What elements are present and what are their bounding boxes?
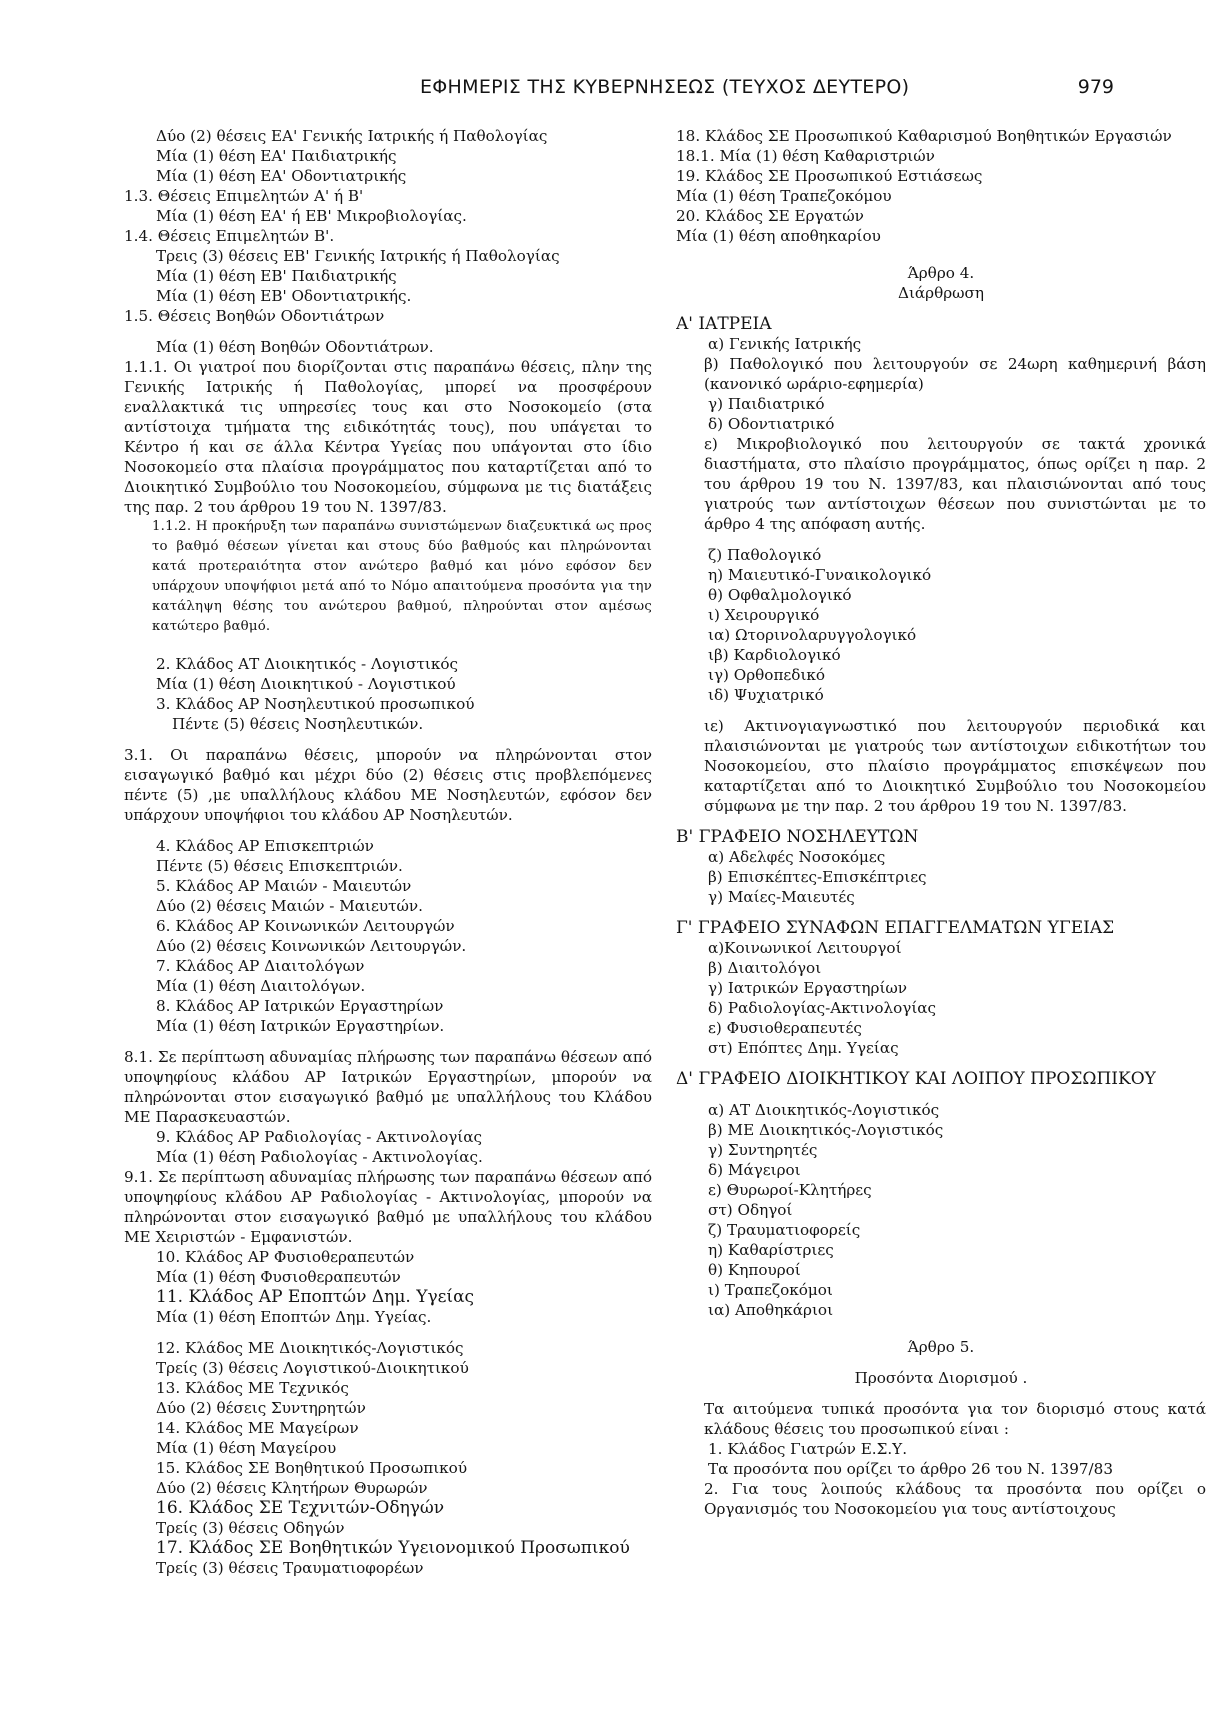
text-paragraph: α)Κοινωνικοί Λειτουργοί xyxy=(708,939,902,957)
text-paragraph: Μία (1) θέση Διοικητικού - Λογιστικού xyxy=(156,675,456,693)
text-paragraph: Μία (1) θέση Ραδιολογίας - Ακτινολογίας. xyxy=(156,1148,483,1166)
text-paragraph: γ) Ιατρικών Εργαστηρίων xyxy=(708,979,908,997)
text-paragraph: α) ΑΤ Διοικητικός-Λογιστικός xyxy=(708,1101,940,1119)
text-paragraph: θ) Οφθαλμολογικό xyxy=(708,586,852,604)
text-paragraph: Τρείς (3) θέσεις Οδηγών xyxy=(156,1519,345,1537)
text-paragraph: ια) Ωτορινολαρυγγολογικό xyxy=(708,626,917,644)
text-paragraph: 1.1.2. Η προκήρυξη των παραπάνω συνιστώμενων διαζευκτικά ως προς το βαθμό θέσεων γίνεται και στους δύο βαθμούς και πληρώνονται κατά προτεραιότητα στον ανώτερο βαθμό και μόνο εφόσον δεν υπάρχουν υποψήφιοι μετά από το Νόμο απαιτούμενα προσόντα για την κατάληψη θέσης του ανώτερου βαθμού, πληρούνται στον αμέσως κατώτερο βαθμό. xyxy=(152,519,652,634)
text-paragraph: η) Μαιευτικό-Γυναικολογικό xyxy=(708,566,932,584)
text-paragraph: β) Επισκέπτες-Επισκέπτριες xyxy=(708,868,927,886)
text-paragraph: 19. Κλάδος ΣΕ Προσωπικού Εστιάσεως xyxy=(676,167,983,185)
text-paragraph: ιδ) Ψυχιατρικό xyxy=(708,686,824,704)
text-paragraph: ι) Χειρουργικό xyxy=(708,606,820,624)
text-paragraph: 8. Κλάδος ΑΡ Ιατρικών Εργαστηρίων xyxy=(156,997,444,1015)
right-column xyxy=(676,126,1206,1519)
text-paragraph: ε) Θυρωροί-Κλητήρες xyxy=(708,1181,872,1199)
text-paragraph: 17. Κλάδος ΣΕ Βοηθητικών Υγειονομικού Προσωπικού xyxy=(156,1538,630,1558)
text-paragraph: ιε) Ακτινογιαγνωστικό που λειτουργούν περιοδικά και πλαισιώνονται με γιατρούς των αντίστοιχων ειδικοτήτων του Νοσοκομείου, στο πλαίσιο προγράμματος επισκέψεων που καταρτίζεται από το Διοικητικό Συμβούλιο του Νοσοκομείου σύμφωνα με την παρ. 2 του άρθρου 19 του Ν. 1397/83. xyxy=(704,717,1206,815)
text-paragraph: θ) Κηπουροί xyxy=(708,1261,801,1279)
text-paragraph: δ) Μάγειροι xyxy=(708,1161,801,1179)
text-paragraph: 11. Κλάδος ΑΡ Εποπτών Δημ. Υγείας xyxy=(156,1287,475,1307)
text-paragraph: Πέντε (5) θέσεις Νοσηλευτικών. xyxy=(172,715,424,733)
text-paragraph: 20. Κλάδος ΣΕ Εργατών xyxy=(676,207,864,225)
text-paragraph: 1.5. Θέσεις Βοηθών Οδοντιάτρων xyxy=(124,307,385,325)
text-paragraph: ια) Αποθηκάριοι xyxy=(708,1301,834,1319)
text-paragraph: 7. Κλάδος ΑΡ Διαιτολόγων xyxy=(156,957,365,975)
text-paragraph: Προσόντα Διορισμού . xyxy=(854,1369,1028,1387)
text-paragraph: Μία (1) θέση Βοηθών Οδοντιάτρων. xyxy=(156,338,434,356)
text-paragraph: γ) Παιδιατρικό xyxy=(708,395,825,413)
text-paragraph: 5. Κλάδος ΑΡ Μαιών - Μαιευτών xyxy=(156,877,412,895)
text-paragraph: ιβ) Καρδιολογικό xyxy=(708,646,841,664)
text-paragraph: 2. Για τους λοιπούς κλάδους τα προσόντα που ορίζει ο Οργανισμός του Νοσοκομείου για τους αντίστοιχους xyxy=(704,1480,1206,1518)
text-paragraph: Μία (1) θέση ΕΑ' Παιδιατρικής xyxy=(156,147,397,165)
page-header xyxy=(0,76,1217,106)
text-paragraph: Τρείς (3) θέσεις Λογιστικού-Διοικητικού xyxy=(156,1359,469,1377)
text-paragraph: Α' ΙΑΤΡΕΙΑ xyxy=(676,314,772,334)
text-paragraph: 2. Κλάδος ΑΤ Διοικητικός - Λογιστικός xyxy=(156,655,458,673)
text-paragraph: β) ΜΕ Διοικητικός-Λογιστικός xyxy=(708,1121,944,1139)
text-paragraph: 1. Κλάδος Γιατρών Ε.Σ.Υ. xyxy=(708,1440,908,1458)
text-paragraph: ε) Μικροβιολογικό που λειτουργούν σε τακτά χρονικά διαστήματα, στο πλαίσιο προγράμματος, όπως ορίζει η παρ. 2 του άρθρου 19 του Ν. 1397/83, και πλαισιώνονται από τους γιατρούς των αντίστοιχων θέσεων που συνιστώνται με το άρθρο 4 της απόφαση αυτής. xyxy=(704,435,1206,533)
text-paragraph: Μία (1) θέση Ιατρικών Εργαστηρίων. xyxy=(156,1017,445,1035)
text-paragraph: Γ' ΓΡΑΦΕΙΟ ΣΥΝΑΦΩΝ ΕΠΑΓΓΕΛΜΑΤΩΝ ΥΓΕΙΑΣ xyxy=(676,918,1115,938)
text-paragraph: ιγ) Ορθοπεδικό xyxy=(708,666,826,684)
text-paragraph: Δύο (2) θέσεις Κλητήρων Θυρωρών xyxy=(156,1479,428,1497)
gazette-title: ΕΦΗΜΕΡΙΣ ΤΗΣ ΚΥΒΕΡΝΗΣΕΩΣ (ΤΕΥΧΟΣ ΔΕΥΤΕΡΟ) xyxy=(420,76,910,98)
text-paragraph: 15. Κλάδος ΣΕ Βοηθητικού Προσωπικού xyxy=(156,1459,468,1477)
text-paragraph: Τα αιτούμενα τυπικά προσόντα για τον διορισμό στους κατά κλάδους θέσεις του προσωπικού είναι : xyxy=(704,1400,1206,1438)
text-paragraph: 16. Κλάδος ΣΕ Τεχνιτών-Οδηγών xyxy=(156,1498,445,1518)
text-paragraph: δ) Οδοντιατρικό xyxy=(708,415,835,433)
text-paragraph: 1.3. Θέσεις Επιμελητών Α' ή Β' xyxy=(124,187,364,205)
text-paragraph: στ) Επόπτες Δημ. Υγείας xyxy=(708,1039,899,1057)
text-paragraph: Μία (1) θέση Τραπεζοκόμου xyxy=(676,187,892,205)
text-paragraph: 3. Κλάδος ΑΡ Νοσηλευτικού προσωπικού xyxy=(156,695,475,713)
text-paragraph: Δύο (2) θέσεις Συντηρητών xyxy=(156,1399,366,1417)
text-paragraph: 1.1.1. Οι γιατροί που διορίζονται στις παραπάνω θέσεις, πλην της Γενικής Ιατρικής ή Παθολογίας, μπορεί να προσφέρουν εναλλακτικά τις υπηρεσίες τους και στο Νοσοκομείο (στα αντίστοιχα τμήματα της ειδικότητάς τους), που υπάγεται το Κέντρο ή και σε άλλα Κέντρα Υγείας που υπάγονται στο ίδιο Νοσοκομείο στα πλαίσια προγράμματος που καταρτίζεται από το Διοικητικό Συμβούλιο του Νοσοκομείου, σύμφωνα με τις διατάξεις της παρ. 2 του άρθρου 19 του Ν. 1397/83. xyxy=(124,358,652,516)
text-paragraph: Δύο (2) θέσεις Κοινωνικών Λειτουργών. xyxy=(156,937,467,955)
text-paragraph: 6. Κλάδος ΑΡ Κοινωνικών Λειτουργών xyxy=(156,917,455,935)
text-paragraph: Μία (1) θέση Εποπτών Δημ. Υγείας. xyxy=(156,1308,432,1326)
text-paragraph: 18. Κλάδος ΣΕ Προσωπικού Καθαρισμού Βοηθητικών Εργασιών xyxy=(676,127,1172,145)
text-paragraph: Μία (1) θέση Διαιτολόγων. xyxy=(156,977,366,995)
text-paragraph: 3.1. Οι παραπάνω θέσεις, μπορούν να πληρώνονται στον εισαγωγικό βαθμό και μέχρι δύο (2) θέσεις στις προβλεπόμενες πέντε (5) ,με υπαλλήλους κλάδου ΜΕ Νοσηλευτών, εφόσον δεν υπάρχουν υποψήφιοι του κλάδου ΑΡ Νοσηλευτών. xyxy=(124,746,652,824)
text-paragraph: Τα προσόντα που ορίζει το άρθρο 26 του Ν. 1397/83 xyxy=(708,1460,1113,1478)
text-paragraph: Τρείς (3) θέσεις Τραυματιοφορέων xyxy=(156,1559,424,1577)
text-paragraph: α) Αδελφές Νοσοκόμες xyxy=(708,848,886,866)
text-paragraph: η) Καθαρίστριες xyxy=(708,1241,834,1259)
text-paragraph: Άρθρο 5. xyxy=(907,1338,975,1356)
left-column xyxy=(124,126,652,1578)
text-paragraph: 12. Κλάδος ΜΕ Διοικητικός-Λογιστικός xyxy=(156,1339,464,1357)
text-paragraph: 13. Κλάδος ΜΕ Τεχνικός xyxy=(156,1379,349,1397)
text-paragraph: β) Παθολογικό που λειτουργούν σε 24ωρη καθημερινή βάση (κανονικό ωράριο-εφημερία) xyxy=(704,355,1206,393)
text-paragraph: Άρθρο 4. xyxy=(907,264,975,282)
text-paragraph: ε) Φυσιοθεραπευτές xyxy=(708,1019,862,1037)
text-paragraph: ζ) Παθολογικό xyxy=(708,546,822,564)
text-paragraph: Δύο (2) θέσεις ΕΑ' Γενικής Ιατρικής ή Παθολογίας xyxy=(156,127,548,145)
text-paragraph: 14. Κλάδος ΜΕ Μαγείρων xyxy=(156,1419,359,1437)
text-paragraph: Β' ΓΡΑΦΕΙΟ ΝΟΣΗΛΕΥΤΩΝ xyxy=(676,827,919,847)
text-paragraph: α) Γενικής Ιατρικής xyxy=(708,335,862,353)
text-paragraph: δ) Ραδιολογίας-Ακτινολογίας xyxy=(708,999,937,1017)
page-number: 979 xyxy=(1077,76,1114,98)
text-paragraph: Πέντε (5) θέσεις Επισκεπτριών. xyxy=(156,857,403,875)
text-paragraph: 1.4. Θέσεις Επιμελητών Β'. xyxy=(124,227,335,245)
text-paragraph: Μία (1) θέση Μαγείρου xyxy=(156,1439,337,1457)
text-paragraph: 8.1. Σε περίπτωση αδυναμίας πλήρωσης των παραπάνω θέσεων από υποψηφίους κλάδου ΑΡ Ιατρικών Εργαστηρίων, μπορούν να πληρώνονται στον εισαγωγικό βαθμό με υπαλλήλους του Κλάδου ΜΕ Παρασκευαστών. xyxy=(124,1048,652,1126)
text-paragraph: ζ) Τραυματιοφορείς xyxy=(708,1221,861,1239)
text-paragraph: στ) Οδηγοί xyxy=(708,1201,793,1219)
text-paragraph: ι) Τραπεζοκόμοι xyxy=(708,1281,833,1299)
text-paragraph: Μία (1) θέση ΕΑ' Οδοντιατρικής xyxy=(156,167,407,185)
text-paragraph: Μία (1) θέση Φυσιοθεραπευτών xyxy=(156,1268,401,1286)
text-paragraph: Μία (1) θέση ΕΒ' Οδοντιατρικής. xyxy=(156,287,412,305)
text-paragraph: Τρεις (3) θέσεις ΕΒ' Γενικής Ιατρικής ή Παθολογίας xyxy=(156,247,560,265)
text-paragraph: 18.1. Μία (1) θέση Καθαριστριών xyxy=(676,147,935,165)
text-paragraph: Μία (1) θέση αποθηκαρίου xyxy=(676,227,881,245)
text-paragraph: Μία (1) θέση ΕΒ' Παιδιατρικής xyxy=(156,267,397,285)
text-paragraph: γ) Μαίες-Μαιευτές xyxy=(708,888,855,906)
text-paragraph: β) Διαιτολόγοι xyxy=(708,959,822,977)
text-paragraph: Δ' ΓΡΑΦΕΙΟ ΔΙΟΙΚΗΤΙΚΟΥ ΚΑΙ ΛΟΙΠΟΥ ΠΡΟΣΩΠΙΚΟΥ xyxy=(676,1069,1156,1089)
text-paragraph: 4. Κλάδος ΑΡ Επισκεπτριών xyxy=(156,837,374,855)
text-paragraph: 10. Κλάδος ΑΡ Φυσιοθεραπευτών xyxy=(156,1248,415,1266)
text-paragraph: Διάρθρωση xyxy=(897,284,985,302)
text-paragraph: 9. Κλάδος ΑΡ Ραδιολογίας - Ακτινολογίας xyxy=(156,1128,483,1146)
text-paragraph: 9.1. Σε περίπτωση αδυναμίας πλήρωσης των παραπάνω θέσεων από υποψηφίους κλάδου ΑΡ Ραδιολογίας - Ακτινολογίας, μπορούν να πληρώνονται στον εισαγωγικό βαθμό με υπαλλήλους του κλάδου ΜΕ Χειριστών - Εμφανιστών. xyxy=(124,1168,652,1246)
text-paragraph: Δύο (2) θέσεις Μαιών - Μαιευτών. xyxy=(156,897,423,915)
text-paragraph: γ) Συντηρητές xyxy=(708,1141,818,1159)
text-paragraph: Μία (1) θέση ΕΑ' ή ΕΒ' Μικροβιολογίας. xyxy=(156,207,467,225)
